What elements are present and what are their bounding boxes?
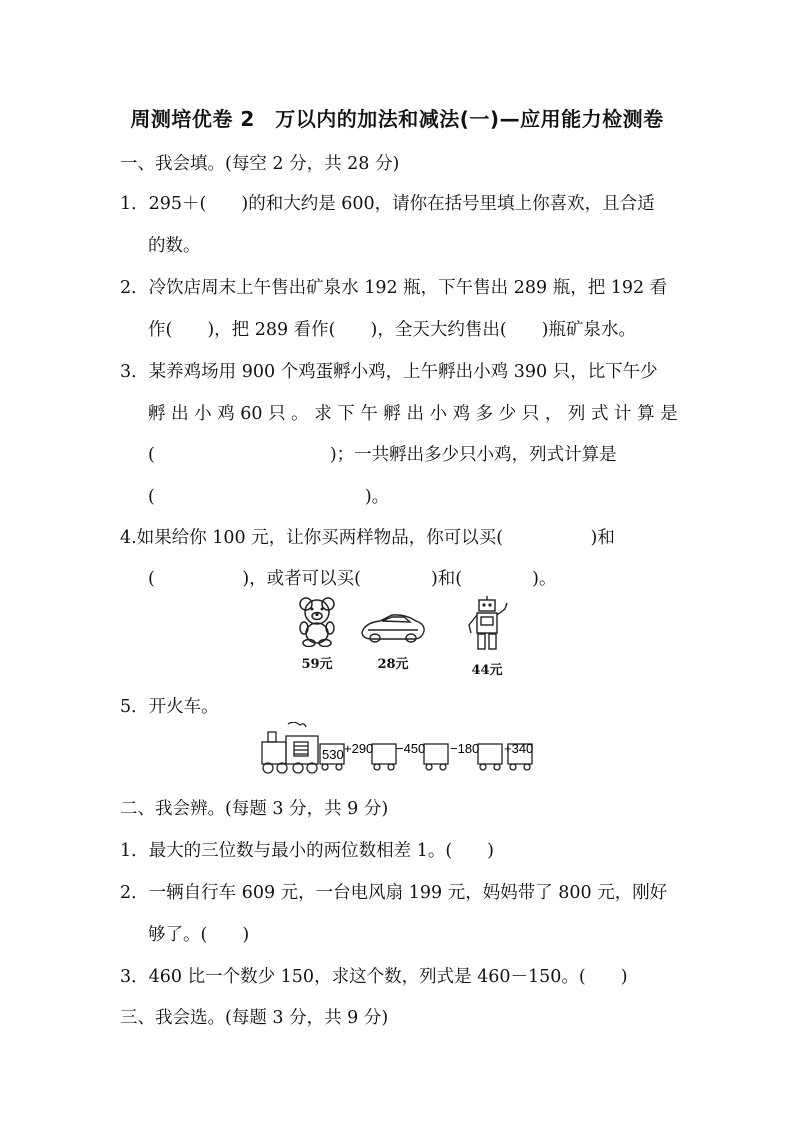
q2-line1: 2．冷饮店周末上午售出矿泉水 192 瓶，下午售出 289 瓶，把 192 看 xyxy=(120,278,668,298)
wheel xyxy=(374,764,380,770)
s2-q1: 1．最大的三位数与最小的两位数相差 1。( ) xyxy=(120,841,494,861)
train-diagram xyxy=(258,722,538,778)
bear-item xyxy=(282,595,352,672)
q4-line1: 4.如果给你 100 元，让你买两样物品，你可以买( )和 xyxy=(120,528,615,548)
train-op-2: −450 xyxy=(396,741,426,756)
robot-price: 44元 xyxy=(471,663,503,678)
wagon-answer-3 xyxy=(478,744,502,764)
s2-q2-line1: 2．一辆自行车 609 元，一台电风扇 199 元，妈妈带了 800 元，刚好 xyxy=(120,883,668,903)
q3-line4: ( )。 xyxy=(148,487,390,507)
robot-icon xyxy=(465,595,509,653)
wheel xyxy=(440,764,446,770)
q2-line2: 作( )，把 289 看作( )，全天大约售出( )瓶矿泉水。 xyxy=(148,320,636,340)
wheel xyxy=(336,764,342,770)
wheel xyxy=(510,764,516,770)
wheel xyxy=(388,764,394,770)
robot-item xyxy=(452,595,522,678)
q1-line1: 1．295＋( )的和大约是 600，请你在括号里填上你喜欢，且合适 xyxy=(120,194,655,214)
wagon-answer-2 xyxy=(424,744,448,764)
q3-line3: ( )；一共孵出多少只小鸡，列式计算是 xyxy=(148,445,617,465)
train-op-3: −180 xyxy=(450,741,480,756)
car-item xyxy=(358,611,428,672)
car-price: 28元 xyxy=(377,657,409,672)
wheel xyxy=(322,764,328,770)
locomotive-icon xyxy=(262,722,318,773)
q5-text: 5．开火车。 xyxy=(120,697,219,717)
item-pictures xyxy=(282,595,522,685)
bear-icon xyxy=(292,595,342,647)
train-op-4: +340 xyxy=(504,741,534,756)
section1-heading: 一、我会填。(每空 2 分，共 28 分) xyxy=(120,154,400,174)
train-start-value: 530 xyxy=(322,747,344,762)
bear-price: 59元 xyxy=(301,657,333,672)
q3-line1: 3．某养鸡场用 900 个鸡蛋孵小鸡，上午孵出小鸡 390 只，比下午少 xyxy=(120,362,658,382)
section3-heading: 三、我会选。(每题 3 分，共 9 分) xyxy=(120,1008,389,1028)
q3-line2: 孵 出 小 鸡 60 只 。 求 下 午 孵 出 小 鸡 多 少 只 ， 列 式 计 算 是 xyxy=(148,404,678,424)
wheel xyxy=(426,764,432,770)
car-icon xyxy=(358,611,428,647)
train-op-1: +290 xyxy=(344,741,374,756)
s2-q3: 3．460 比一个数少 150，求这个数，列式是 460－150。( ) xyxy=(120,967,628,987)
wheel xyxy=(480,764,486,770)
wheel xyxy=(494,764,500,770)
s2-q2-line2: 够了。( ) xyxy=(148,925,250,945)
wheel xyxy=(524,764,530,770)
page-title: 周测培优卷 2 万以内的加法和减法(一)—应用能力检测卷 xyxy=(130,107,664,131)
q4-line2: ( )，或者可以买( )和( )。 xyxy=(148,569,557,589)
q1-line2: 的数。 xyxy=(148,236,201,256)
wagon-answer-1 xyxy=(372,744,396,764)
section2-heading: 二、我会辨。(每题 3 分，共 9 分) xyxy=(120,799,389,819)
